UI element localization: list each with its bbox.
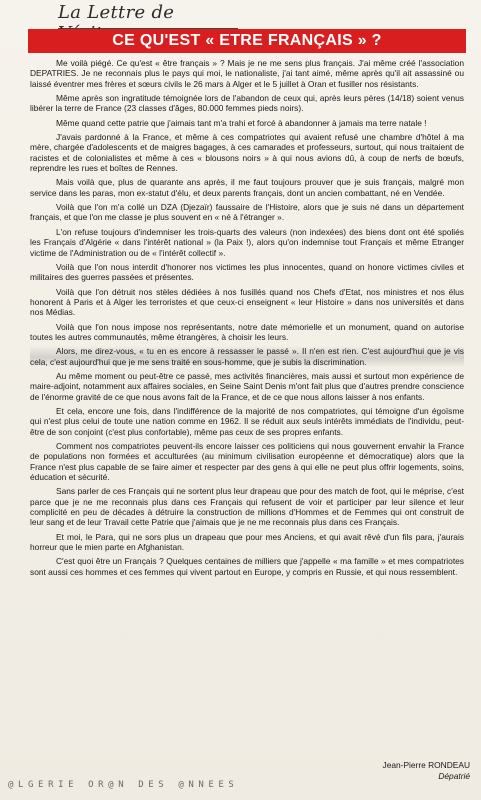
- paragraph: Me voilà piégé. Ce qu'est « être français » ? Mais je ne me sens plus français. J'ai même créé l'association DEPATRIES. Je ne reconnais plus le pays qui moi, le nationaliste, j'ai tant aimé, même après qu'il ait assassiné ou laissé éventrer mes frères et sœurs civils le 26 mars à Alger et le 5 juillet à Oran et fusiller nos résistants.: [30, 58, 464, 89]
- highlighted-paragraph: Alors, me direz-vous, « tu en es encore à ressasser le passé ». Il n'en est rien. C'est aujourd'hui que je vis cela, c'est aujourd'hui que je me sens traité en sous-homme, que je subis la discrimination.: [30, 346, 464, 367]
- title-banner: [28, 29, 466, 53]
- paragraph: Voilà que l'on nous impose nos représentants, notre date mémorielle et un monument, quand on autorise toutes les autres communautés, même étrangères, à choisir les leurs.: [30, 321, 464, 342]
- paragraph: Voilà que l'on détruit nos stèles dédiées à nos fusillés quand nos Chefs d'Etat, nos ministres et nos élus honorent à Paris et à Alger les terroristes et que ceux-ci enseignent « leur Histoire » dans nos universités et dans nos Médias.: [30, 286, 464, 318]
- article-body: [30, 58, 464, 581]
- paragraph: Voilà que l'on nous interdit d'honorer nos victimes les plus innocentes, quand on honore victimes civiles et militaires des guerres passées et présentes.: [30, 261, 464, 283]
- author-organization: Dépatrié: [438, 771, 470, 781]
- paragraph: Et cela, encore une fois, dans l'indifférence de la majorité de nos compatriotes, qui témoigne d'un égoïsme qui n'est plus celui de toute une nation comme en 1962. Il se réduit aux seuls intérêts immédiats de l'individu, peut-être de son conjoint (c'est plus confortable), même pas ceux de ses propres enfants.: [30, 405, 464, 437]
- article-title: CE QU'EST « ETRE FRANÇAIS » ?: [112, 32, 382, 49]
- paragraph: Mais voilà que, plus de quarante ans après, il me faut toujours prouver que je suis français, malgré mon service dans les paras, mon ex-statut d'élu, et deux parents français, dont un ancien combattant, né en Vendée.: [30, 177, 464, 198]
- paragraph: Et moi, le Para, qui ne sors plus un drapeau que pour mes Anciens, et qui avait rêvé d'un fils para, j'aurais horreur que le mien parte en Afghanistan.: [30, 531, 464, 553]
- paragraph: C'est quoi être un Français ? Quelques centaines de milliers que j'appelle « ma famille » et mes compatriotes sont aussi ces hommes et ces femmes qui vivent partout en Europe, y compris en Russie, et qui nous ressemblent.: [30, 556, 464, 577]
- paragraph: Voilà que l'on m'a collé un DZA (Djezaïr) faussaire de l'Histoire, alors que je suis né dans un département français, et que l'on me classe je plus souvent en « né à l'étranger ».: [30, 202, 464, 223]
- watermark-footer: @LGERIE OR@N DES @NNEES: [8, 780, 239, 790]
- paragraph: Sans parler de ces Français qui ne sortent plus leur drapeau que pour des match de foot, qui le méprise, c'est parce que je ne me reconnais plus dans ces Français qui refusent de voir et participer par leur silence et leur complicité en peu de décades à détruire la construction de millions d'Hommes et de Femmes qui ont construit de leur sang et de leur Travail cette Patrie que j'aimais que je ne me reconnais plus dans ces Français.: [30, 486, 464, 528]
- paragraph: Même après son ingratitude témoignée lors de l'abandon de ceux qui, après leurs pères (14/18) soient venus libérer la terre de France (23 classes d'âges, 80.000 femmes pieds noirs).: [30, 93, 464, 114]
- handwritten-title: La Lettre de: [58, 2, 238, 29]
- paragraph: Au même moment ou peut-être ce passé, mes activités financières, mais aussi et surtout mon expérience de maire-adjoint, notamment aux affaires sociales, en Seine Saint Denis m'ont fait plus que d'autres prendre conscience de l'énorme gravité de ce que nous avons fait de la France, et de ce que nous allons laisser à nos enfants.: [30, 370, 464, 402]
- signature-block: [300, 760, 470, 782]
- paragraph: J'avais pardonné à la France, et même à ces compatriotes qui avaient refusé une chambre d'hôtel à ma mère, chargée d'adolescents et de maigres bagages, à ces camarades et professeurs, surtout, qui nous traitaient de racistes et de colonialistes et même à ces « blousons noirs » à qui nous avions dû, à coup de nerfs de bœufs, reprendre les rues et boîtes de Rennes.: [30, 132, 464, 174]
- paragraph: Même quand cette patrie que j'aimais tant m'a trahi et forcé à abandonner à jamais ma terre natale !: [56, 117, 427, 128]
- paragraph: Comment nos compatriotes peuvent-ils encore laisser ces politiciens qui nous gouvernent envahir la France de populations non formées et acculturées (au minimum civilisation européenne et démocratique) alors que la France n'est plus capable de se faire aimer et respecter par des gens à qui elle ne peut plus offrir logements, soins, éducation et sécurité.: [30, 441, 464, 483]
- paragraph: L'on refuse toujours d'indemniser les trois-quarts des valeurs (non indexées) des biens dont ont été spoliés les Français d'Algérie « dans l'intérêt national » (la Paix !), alors qu'on indemnise tout Français et même Etranger victime de l'Administration ou de « l'intérêt collectif ».: [30, 226, 464, 258]
- author-name: Jean-Pierre RONDEAU: [382, 760, 470, 770]
